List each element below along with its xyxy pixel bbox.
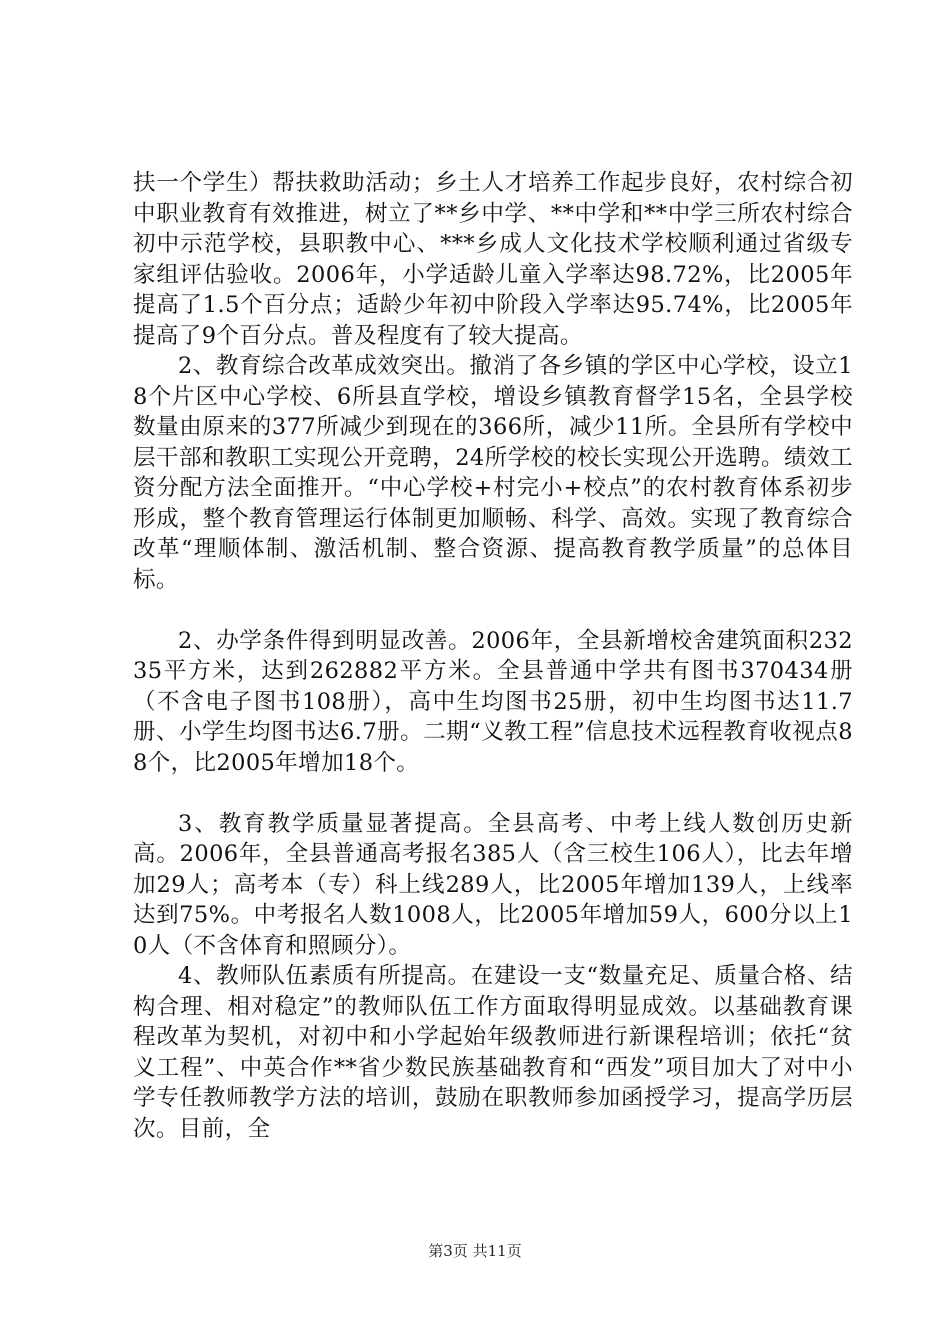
document-body [133,168,853,1144]
page-number-footer: 第3页 共11页 [428,1242,522,1260]
paragraph-school-conditions: 2、办学条件得到明显改善。2006年，全县新增校舍建筑面积23235平方米，达到262882平方米。全县普通中学共有图书370434册（不含电子图书108册），高中生均图书25册，初中生均图书达11.7册、小学生均图书达6.7册。二期“义教工程”信息技术远程教育收视点88个，比2005年增加18个。 [133,627,853,776]
paragraph-gap [133,595,853,626]
paragraph-education-reform: 2、教育综合改革成效突出。撤消了各乡镇的学区中心学校，设立18个片区中心学校、6所县直学校，增设乡镇教育督学15名，全县学校数量由原来的377所减少到现在的366所，减少11所。全县所有学校中层干部和教职工实现公开竞聘，24所学校的校长实现公开选聘。绩效工资分配方法全面推开。“中心学校+村完小+校点”的农村教育体系初步形成，整个教育管理运行体制更加顺畅、科学、高效。实现了教育综合改革“理顺体制、激活机制、整合资源、提高教育教学质量”的总体目标。 [133,353,853,593]
paragraph-teacher-quality: 4、教师队伍素质有所提高。在建设一支“数量充足、质量合格、结构合理、相对稳定”的教师队伍工作方面取得明显成效。以基础教育课程改革为契机，对初中和小学起始年级教师进行新课程培训；依托“贫义工程”、中英合作**省少数民族基础教育和“西发”项目加大了对中小学专任教师教学方法的培训，鼓励在职教师参加函授学习，提高学历层次。目前，全 [133,963,853,1142]
paragraph-teaching-quality: 3、教育教学质量显著提高。全县高考、中考上线人数创历史新高。2006年，全县普通高考报名385人（含三校生106人），比去年增加29人；高考本（专）科上线289人，比2005年增加139人，上线率达到75%。中考报名人数1008人，比2005年增加59人，600分以上10人（不含体育和照顾分）。 [133,810,853,959]
paragraph-continued: 扶一个学生）帮扶救助活动；乡土人才培养工作起步良好，农村综合初中职业教育有效推进，树立了**乡中学、**中学和**中学三所农村综合初中示范学校，县职教中心、***乡成人文化技术学校顺利通过省级专家组评估验收。2006年，小学适龄儿童入学率达98.72%，比2005年提高了1.5个百分点；适龄少年初中阶段入学率达95.74%，比2005年提高了9个百分点。普及程度有了较大提高。 [133,170,853,349]
paragraph-gap [133,778,853,809]
